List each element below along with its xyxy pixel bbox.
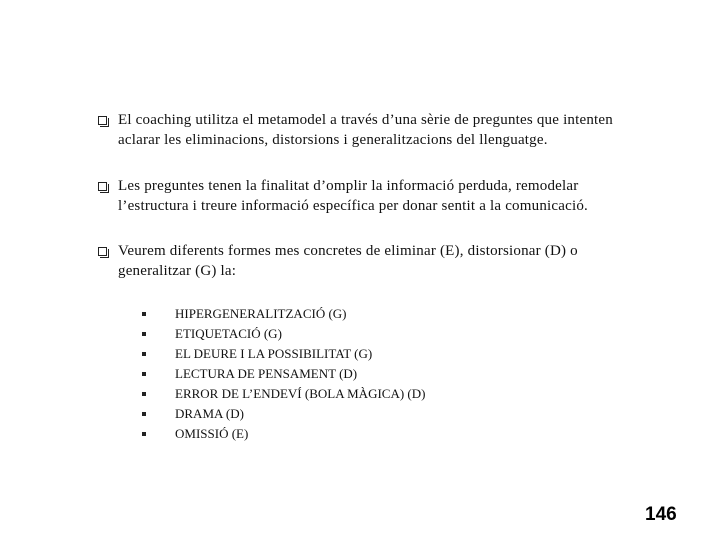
list-item-label: HIPERGENERALITZACIÓ (G) [175, 306, 347, 321]
list-item-label: EL DEURE I LA POSSIBILITAT (G) [175, 346, 373, 361]
small-square-bullet-icon [142, 312, 146, 316]
small-square-bullet-icon [142, 332, 146, 336]
paragraph-questions-purpose: Les preguntes tenen la finalitat d’omplir la informació perduda, remodelar l’estructura i treure informació específica per donar sentit a la comunicació. [118, 178, 588, 214]
list-item-label: LECTURA DE PENSAMENT (D) [175, 366, 358, 381]
paragraph-forms-intro: Veurem diferents formes mes concretes de eliminar (E), distorsionar (D) o generalitzar (G) la: [118, 243, 578, 279]
small-square-bullet-icon [142, 432, 146, 436]
list-item-label: DRAMA (D) [175, 406, 244, 421]
list-item-label: OMISSIÓ (E) [175, 426, 249, 441]
small-square-bullet-icon [142, 392, 146, 396]
square-bullet-icon [98, 247, 107, 256]
page-number: 146 [645, 504, 677, 525]
small-square-bullet-icon [142, 412, 146, 416]
square-bullet-icon [98, 182, 107, 191]
list-item-label: ERROR DE L’ENDEVÍ (BOLA MÀGICA) (D) [175, 386, 426, 401]
small-square-bullet-icon [142, 372, 146, 376]
paragraph-coaching-metamodel: El coaching utilitza el metamodel a través d’una sèrie de preguntes que intenten aclarar les eliminacions, distorsions i generalitzacions del llenguatge. [118, 112, 613, 148]
list-item-label: ETIQUETACIÓ (G) [175, 326, 282, 341]
square-bullet-icon [98, 116, 107, 125]
small-square-bullet-icon [142, 352, 146, 356]
